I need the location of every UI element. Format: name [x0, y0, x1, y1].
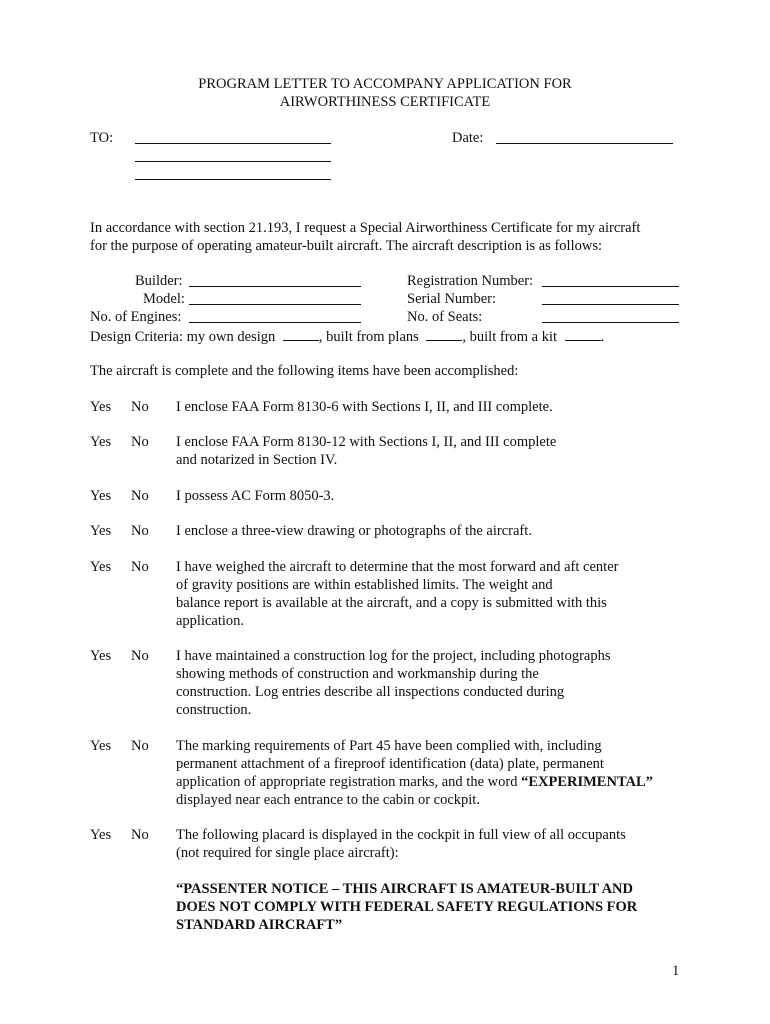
engines-line[interactable]: [189, 308, 361, 323]
item-6-text-line-3: construction. Log entries describe all inspections conducted during: [176, 684, 565, 700]
item-2-text-line-2: and notarized in Section IV.: [176, 452, 338, 468]
period: .: [600, 329, 605, 345]
item-5-text-line-2: of gravity positions are within established limits. The weight and: [176, 577, 553, 593]
item-3-text: I possess AC Form 8050-3.: [176, 488, 335, 504]
item-1-yes[interactable]: Yes: [90, 399, 112, 415]
item-7-text-line-3-start: application of appropriate registration marks, and the word: [176, 774, 522, 790]
builder-line[interactable]: [189, 272, 361, 287]
intro-line-2: for the purpose of operating amateur-built aircraft. The aircraft description is as follows:: [90, 238, 602, 254]
item-4-text: I enclose a three-view drawing or photographs of the aircraft.: [176, 523, 532, 539]
built-from-plans-label: , built from plans: [318, 329, 419, 345]
own-design-blank[interactable]: [283, 326, 319, 341]
item-5-yes[interactable]: Yes: [90, 559, 112, 575]
date-line[interactable]: [496, 129, 673, 144]
item-8-no[interactable]: No: [131, 827, 149, 843]
item-6-yes[interactable]: Yes: [90, 648, 112, 664]
document-title-line-1: PROGRAM LETTER TO ACCOMPANY APPLICATION FOR: [198, 76, 572, 92]
intro-line-1: In accordance with section 21.193, I request a Special Airworthiness Certificate for my aircraft: [90, 220, 641, 236]
serial-label: Serial Number:: [407, 291, 496, 307]
seats-line[interactable]: [542, 308, 679, 323]
registration-label: Registration Number:: [407, 273, 534, 289]
document-title-line-2: AIRWORTHINESS CERTIFICATE: [279, 94, 491, 110]
placard-line-2: DOES NOT COMPLY WITH FEDERAL SAFETY REGULATIONS FOR: [176, 899, 638, 915]
builder-label: Builder:: [135, 273, 183, 289]
item-2-text-line-1: I enclose FAA Form 8130-12 with Sections I, II, and III complete: [176, 434, 557, 450]
seats-label: No. of Seats:: [407, 309, 483, 325]
model-label: Model:: [143, 291, 185, 307]
item-8-text-line-2: (not required for single place aircraft):: [176, 845, 399, 861]
serial-line[interactable]: [542, 290, 679, 305]
item-3-yes[interactable]: Yes: [90, 488, 112, 504]
to-line-2[interactable]: [135, 147, 331, 162]
experimental-word: “EXPERIMENTAL”: [521, 774, 653, 790]
registration-line[interactable]: [542, 272, 679, 287]
complete-statement: The aircraft is complete and the following items have been accomplished:: [90, 363, 519, 379]
item-8-text-line-1: The following placard is displayed in the cockpit in full view of all occupants: [176, 827, 626, 843]
item-7-text-line-1: The marking requirements of Part 45 have been complied with, including: [176, 738, 602, 754]
design-criteria-row: [90, 326, 604, 346]
date-label: Date:: [452, 130, 484, 146]
placard-line-3: STANDARD AIRCRAFT”: [176, 917, 343, 933]
item-5-text-line-4: application.: [176, 613, 245, 629]
item-1-text: I enclose FAA Form 8130-6 with Sections I, II, and III complete.: [176, 399, 553, 415]
plans-blank[interactable]: [426, 326, 462, 341]
item-1-no[interactable]: No: [131, 399, 149, 415]
item-2-yes[interactable]: Yes: [90, 434, 112, 450]
item-7-no[interactable]: No: [131, 738, 149, 754]
item-6-text-line-1: I have maintained a construction log for the project, including photographs: [176, 648, 611, 664]
model-line[interactable]: [189, 290, 361, 305]
item-7-text-line-4: displayed near each entrance to the cabin or cockpit.: [176, 792, 480, 808]
item-4-yes[interactable]: Yes: [90, 523, 112, 539]
item-6-text-line-2: showing methods of construction and workmanship during the: [176, 666, 539, 682]
item-5-text-line-1: I have weighed the aircraft to determine that the most forward and aft center: [176, 559, 619, 575]
to-line-1[interactable]: [135, 129, 331, 144]
item-4-no[interactable]: No: [131, 523, 149, 539]
item-7-text-line-3: [176, 773, 653, 791]
to-line-3[interactable]: [135, 165, 331, 180]
item-5-text-line-3: balance report is available at the aircraft, and a copy is submitted with this: [176, 595, 607, 611]
item-7-text-line-2: permanent attachment of a fireproof identification (data) plate, permanent: [176, 756, 604, 772]
item-6-text-line-4: construction.: [176, 702, 252, 718]
item-3-no[interactable]: No: [131, 488, 149, 504]
item-5-no[interactable]: No: [131, 559, 149, 575]
design-criteria-label: Design Criteria: my own design: [90, 329, 276, 345]
item-2-no[interactable]: No: [131, 434, 149, 450]
to-label: TO:: [90, 130, 114, 146]
engines-label: No. of Engines:: [90, 309, 182, 325]
page-number: 1: [672, 963, 680, 979]
kit-blank[interactable]: [565, 326, 601, 341]
item-7-yes[interactable]: Yes: [90, 738, 112, 754]
item-6-no[interactable]: No: [131, 648, 149, 664]
placard-line-1: “PASSENTER NOTICE – THIS AIRCRAFT IS AMATEUR-BUILT AND: [176, 881, 634, 897]
built-from-kit-label: , built from a kit: [462, 329, 558, 345]
item-8-yes[interactable]: Yes: [90, 827, 112, 843]
